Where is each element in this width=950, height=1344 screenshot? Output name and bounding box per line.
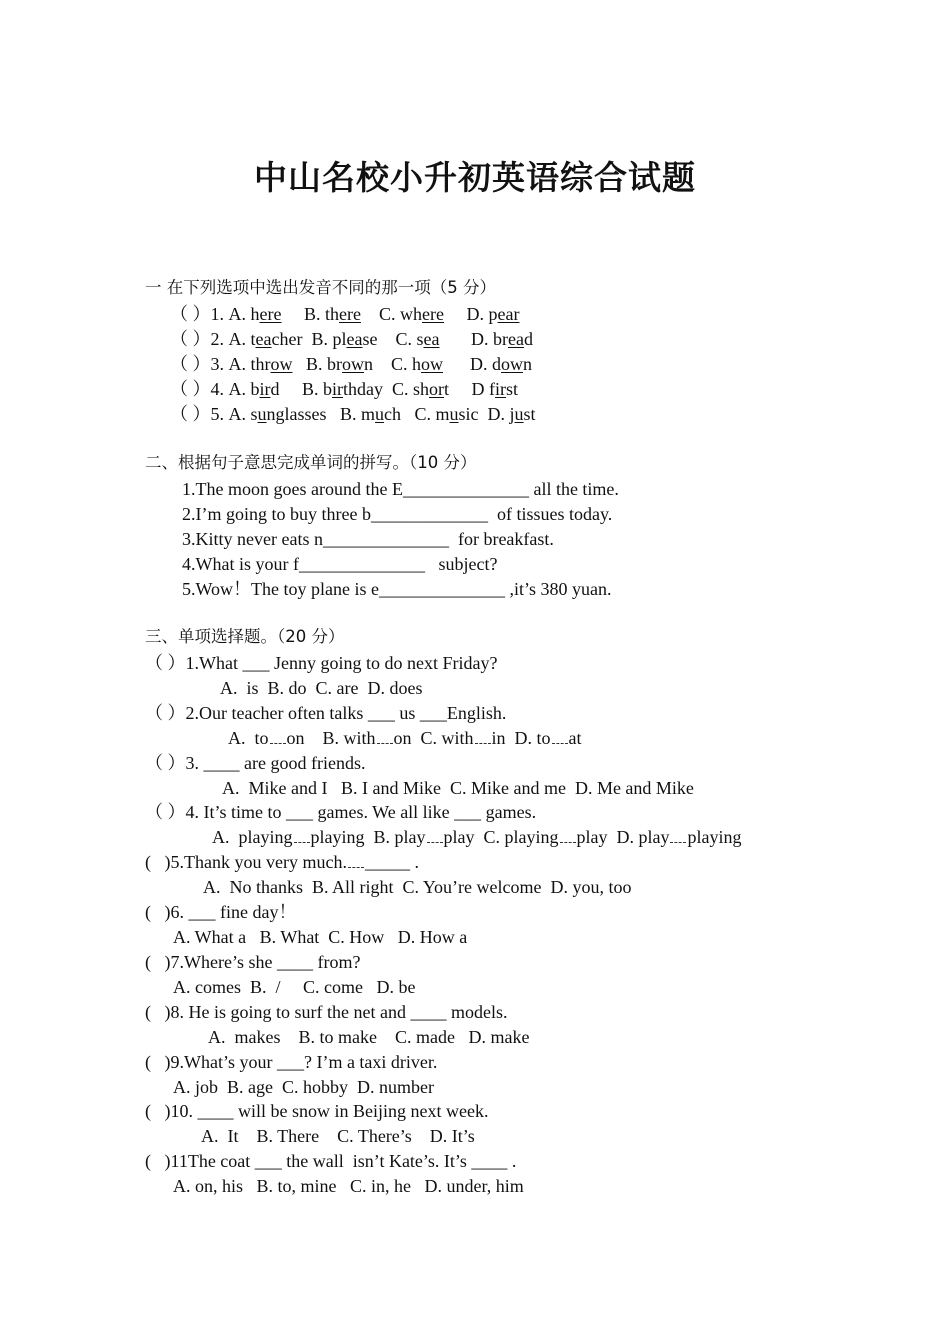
section-1-heading: 一 在下列选项中选出发音不同的那一项（5 分） — [145, 278, 496, 297]
section-3-heading: 三、单项选择题。（20 分） — [145, 627, 345, 646]
s3-question-11[interactable]: ( )11The coat ___ the wall isn’t Kate’s. It’s ____ . — [145, 1151, 517, 1171]
section-2-heading: 二、根据句子意思完成单词的拼写。（10 分） — [145, 453, 477, 472]
s3-question-4[interactable]: （ ）4. It’s time to ___ games. We all like ___ games. — [145, 802, 537, 822]
answer-blank[interactable]: （ ） — [170, 404, 211, 424]
s3-question-5[interactable]: ( )5.Thank you very much. _____ . — [145, 852, 419, 872]
s3-options-4: A. playing playing B. play play C. playing play D. play playing — [212, 827, 742, 847]
s3-options-6: A. What a B. What C. How D. How a — [173, 927, 468, 947]
s2-question-4[interactable]: 4.What is your f______________ subject? — [182, 554, 498, 574]
s3-options-2: A. to on B. with on C. with in D. to at — [228, 728, 582, 748]
s3-question-8[interactable]: ( )8. He is going to surf the net and ____ models. — [145, 1002, 508, 1022]
s3-question-3[interactable]: （ ）3. ____ are good friends. — [145, 753, 366, 773]
dash-separator — [270, 742, 286, 744]
dash-separator — [377, 742, 393, 744]
s3-options-1: A. is B. do C. are D. does — [220, 678, 423, 698]
dash-separator — [560, 841, 576, 843]
s3-options-10: A. It B. There C. There’s D. It’s — [201, 1126, 475, 1146]
s3-options-9: A. job B. age C. hobby D. number — [173, 1077, 434, 1097]
s2-question-5[interactable]: 5.Wow！The toy plane is e______________ ,it’s 380 yuan. — [182, 579, 612, 599]
answer-blank[interactable]: （ ） — [170, 304, 211, 324]
s3-options-8: A. makes B. to make C. made D. make — [208, 1027, 530, 1047]
s1-question-5: （ ）5. A. sunglasses B. much C. music D. just — [170, 404, 536, 424]
s3-options-11: A. on, his B. to, mine C. in, he D. under, him — [173, 1176, 524, 1196]
s1-question-2: （ ）2. A. teacher B. please C. sea D. bread — [170, 329, 533, 349]
s3-question-9[interactable]: ( )9.What’s your ___? I’m a taxi driver. — [145, 1052, 438, 1072]
answer-blank[interactable]: （ ） — [170, 354, 211, 374]
s2-question-3[interactable]: 3.Kitty never eats n______________ for breakfast. — [182, 529, 554, 549]
s3-options-5: A. No thanks B. All right C. You’re welcome D. you, too — [203, 877, 632, 897]
s3-options-7: A. comes B. / C. come D. be — [173, 977, 416, 997]
dash-separator — [552, 742, 568, 744]
s3-question-10[interactable]: ( )10. ____ will be snow in Beijing next week. — [145, 1101, 489, 1121]
s2-question-2[interactable]: 2.I’m going to buy three b_____________ of tissues today. — [182, 504, 613, 524]
dash-separator — [294, 841, 310, 843]
dash-separator — [427, 841, 443, 843]
dash-separator — [348, 866, 364, 868]
s3-question-6[interactable]: ( )6. ___ fine day！ — [145, 902, 297, 922]
s2-question-1[interactable]: 1.The moon goes around the E______________ all the time. — [182, 479, 619, 499]
s3-question-7[interactable]: ( )7.Where’s she ____ from? — [145, 952, 361, 972]
s1-question-3: （ ）3. A. throw B. brown C. how D. down — [170, 354, 533, 374]
s1-question-4: （ ）4. A. bird B. birthday C. short D first — [170, 379, 519, 399]
answer-blank[interactable]: （ ） — [170, 329, 211, 349]
answer-blank[interactable]: （ ） — [170, 379, 211, 399]
page-title: 中山名校小升初英语综合试题 — [254, 158, 696, 197]
dash-separator — [475, 742, 491, 744]
dash-separator — [670, 841, 686, 843]
s3-question-1[interactable]: （ ）1.What ___ Jenny going to do next Friday? — [145, 653, 498, 673]
s1-question-1: （ ）1. A. here B. there C. where D. pear — [170, 304, 520, 324]
s3-question-2[interactable]: （ ）2.Our teacher often talks ___ us ___English. — [145, 703, 507, 723]
s3-options-3: A. Mike and I B. I and Mike C. Mike and me D. Me and Mike — [222, 778, 694, 798]
